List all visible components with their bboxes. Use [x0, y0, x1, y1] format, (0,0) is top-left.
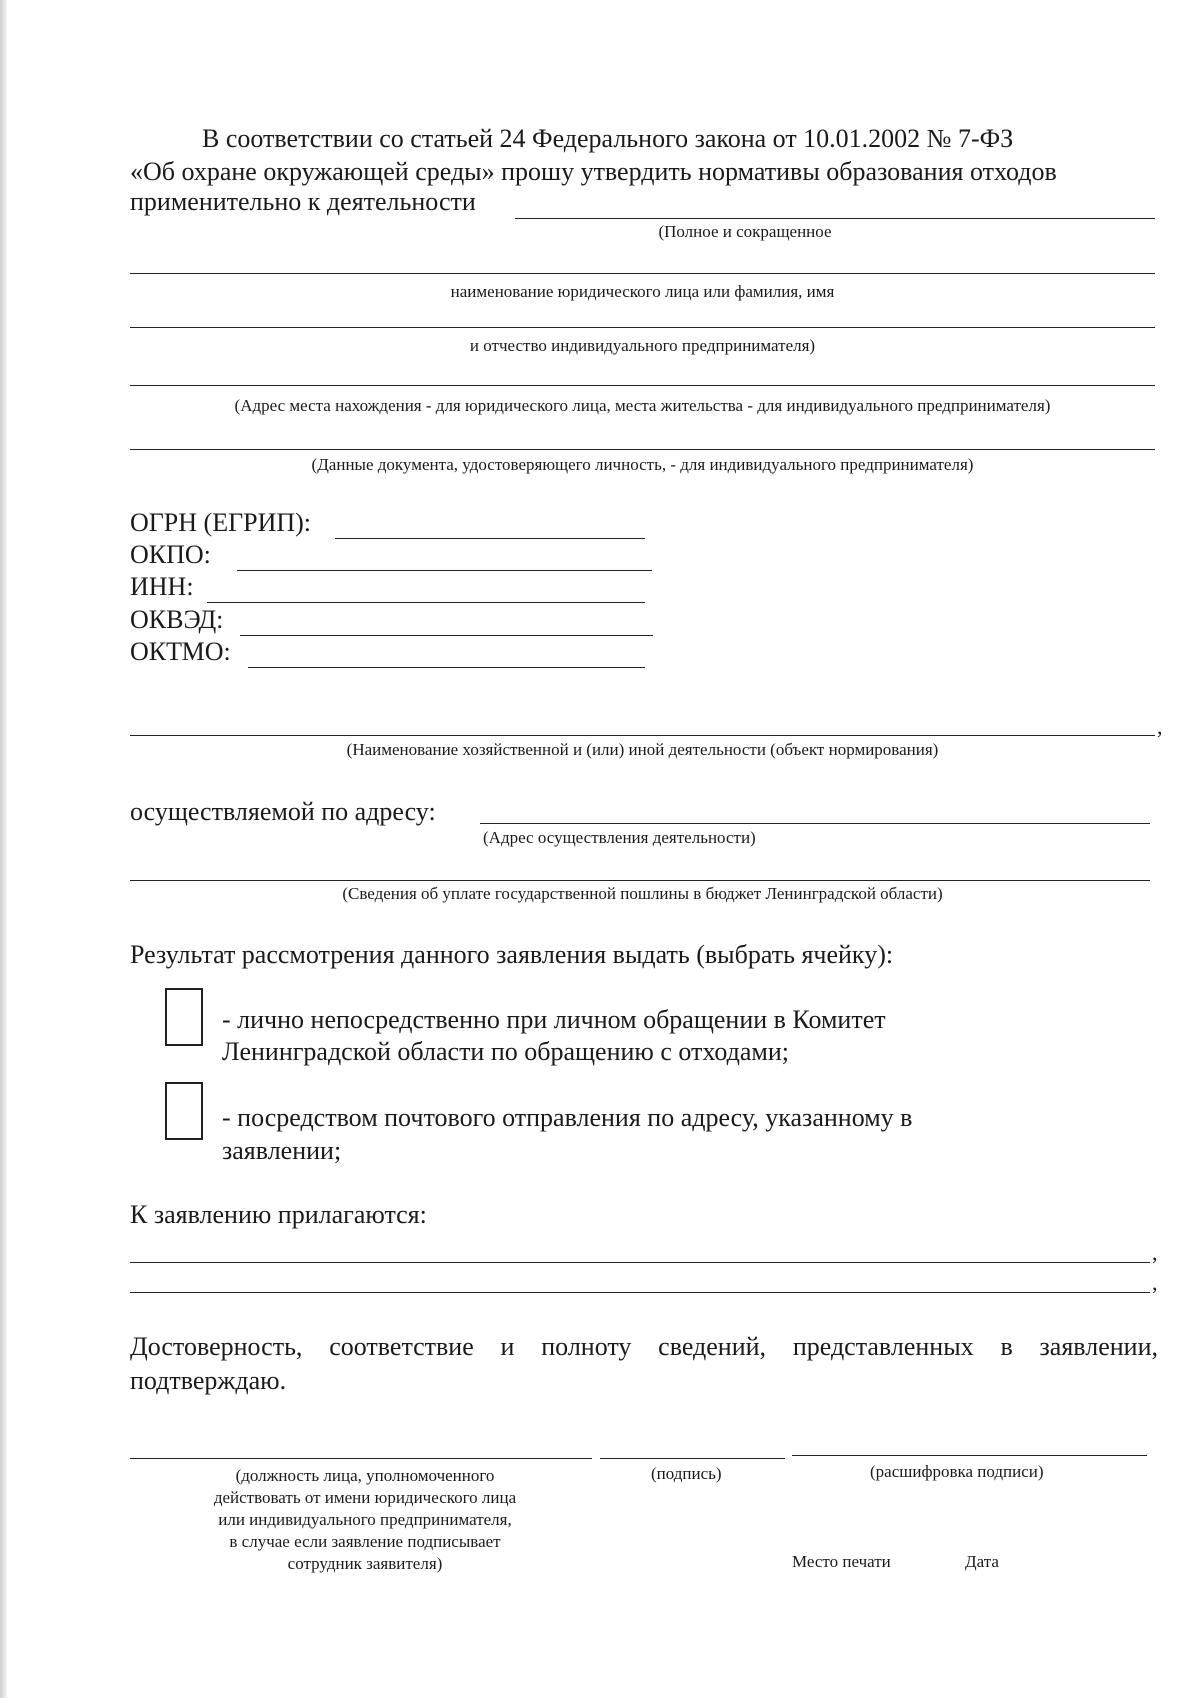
label-inn: ИНН:: [130, 572, 194, 601]
intro-line-2: «Об охране окружающей среды» прошу утвердить нормативы образования отходов: [130, 157, 1057, 186]
signature-field[interactable]: [600, 1458, 785, 1459]
signature-hint: (подпись): [651, 1464, 722, 1483]
applicant-name-field-1[interactable]: [130, 273, 1155, 274]
ogrn-field[interactable]: [335, 538, 645, 539]
applicant-name-field-2[interactable]: [130, 327, 1155, 328]
activity-address-field[interactable]: [480, 823, 1150, 824]
position-hint-line-5: сотрудник заявителя): [287, 1554, 443, 1573]
position-hint-line-1: (должность лица, уполномоченного: [235, 1466, 495, 1485]
checkbox-in-person[interactable]: [165, 988, 201, 1046]
option-in-person-line-1: - лично непосредственно при личном обращении в Комитет: [222, 1005, 886, 1034]
label-okved: ОКВЭД:: [130, 605, 224, 634]
hint-full-name: (Полное и сокращенное: [658, 222, 832, 241]
position-hint-line-4: в случае если заявление подписывает: [229, 1532, 501, 1551]
hint-address: (Адрес места нахождения - для юридического лица, места жительства - для индивидуального предпринимателя): [234, 396, 1051, 415]
intro-line-1: В соответствии со статьей 24 Федерального закона от 10.01.2002 № 7-ФЗ: [202, 124, 1014, 153]
intro-line-3: применительно к деятельности: [130, 187, 476, 216]
hint-activity-name: (Наименование хозяйственной и (или) иной деятельности (объект нормирования): [346, 740, 939, 759]
confirm-line-1: Достоверность, соответствие и полноту сведений, представленных в заявлении,: [130, 1332, 1158, 1361]
hint-activity-address: (Адрес осуществления деятельности): [483, 828, 756, 847]
position-hint-line-3: или индивидуального предпринимателя,: [218, 1510, 512, 1529]
comma: ,: [1152, 1270, 1158, 1295]
signature-decode-hint: (расшифровка подписи): [870, 1462, 1044, 1481]
signature-decode-field[interactable]: [792, 1455, 1147, 1456]
comma: ,: [1152, 1240, 1158, 1265]
attachments-label: К заявлению прилагаются:: [130, 1200, 427, 1229]
option-by-mail-line-1: - посредством почтового отправления по адресу, указанному в: [222, 1103, 913, 1132]
option-by-mail-line-2: заявлении;: [222, 1136, 342, 1165]
oktmo-field[interactable]: [248, 667, 645, 668]
confirm-line-2: подтверждаю.: [130, 1366, 287, 1395]
date-label: Дата: [965, 1552, 999, 1571]
address-field[interactable]: [130, 385, 1155, 386]
label-activity-address: осуществляемой по адресу:: [130, 797, 436, 826]
okpo-field[interactable]: [237, 570, 652, 571]
inn-field[interactable]: [207, 602, 645, 603]
identity-document-field[interactable]: [130, 449, 1155, 450]
hint-legal-entity-name: наименование юридического лица или фамилия, имя: [450, 282, 835, 301]
option-in-person-line-2: Ленинградской области по обращению с отходами;: [222, 1037, 790, 1066]
attachments-field-1[interactable]: [130, 1262, 1150, 1263]
stamp-place-label: Место печати: [792, 1552, 891, 1571]
attachments-field-2[interactable]: [130, 1292, 1150, 1293]
result-heading: Результат рассмотрения данного заявления выдать (выбрать ячейку):: [130, 940, 894, 969]
position-field[interactable]: [130, 1458, 592, 1459]
activity-name-field[interactable]: [130, 735, 1155, 736]
label-okpo: ОКПО:: [130, 540, 211, 569]
hint-patronymic: и отчество индивидуального предпринимателя): [469, 336, 816, 355]
scan-edge: [0, 0, 7, 1698]
hint-state-fee: (Сведения об уплате государственной пошлины в бюджет Ленинградской области): [342, 884, 943, 903]
checkbox-by-mail[interactable]: [165, 1082, 201, 1140]
position-hint-line-2: действовать от имени юридического лица: [213, 1488, 517, 1507]
label-oktmo: ОКТМО:: [130, 637, 231, 666]
hint-identity-document: (Данные документа, удостоверяющего личность, - для индивидуального предпринимателя): [311, 455, 974, 474]
activity-applicant-field[interactable]: [515, 218, 1155, 219]
state-fee-field[interactable]: [130, 880, 1150, 881]
comma: ,: [1157, 714, 1163, 739]
okved-field[interactable]: [240, 635, 653, 636]
label-ogrn: ОГРН (ЕГРИП):: [130, 508, 312, 537]
